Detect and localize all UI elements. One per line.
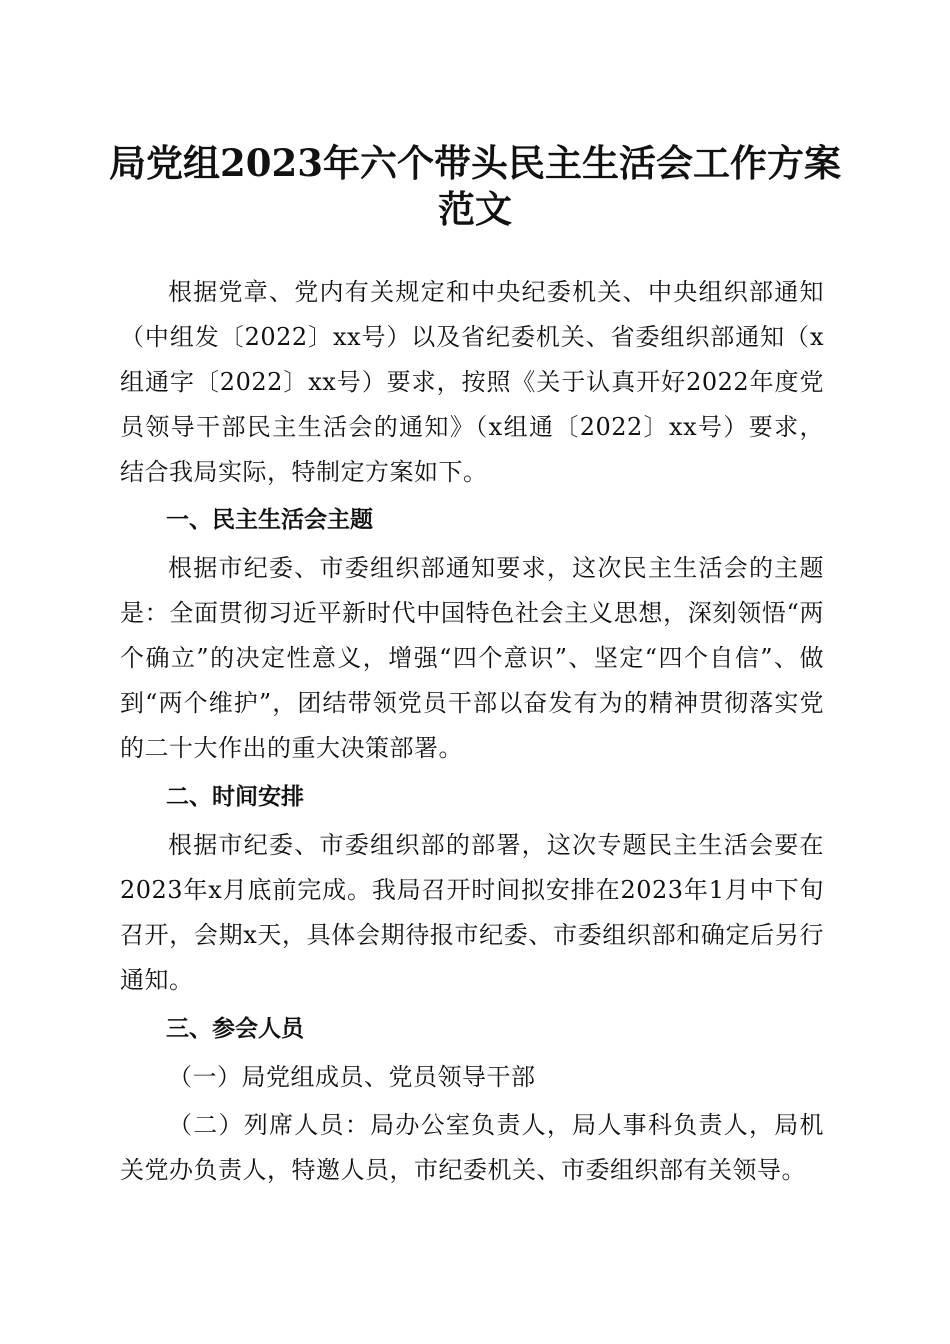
section-heading-schedule: 二、时间安排 [166, 784, 304, 810]
document-title-line-1: 局党组2023年六个带头民主生活会工作方案 [109, 141, 841, 185]
document-body [120, 270, 824, 1193]
section-paragraph-schedule: 根据市纪委、市委组织部的部署，这次专题民主生活会要在2023年x月底前完成。我局召开时间拟安排在2023年1月中下旬召开，会期x天，具体会期待报市纪委、市委组织部和确定后另行通知。 [120, 831, 824, 994]
intro-paragraph: 根据党章、党内有关规定和中央纪委机关、中央组织部通知（中组发〔2022〕xx号）以及省纪委机关、省委组织部通知（x组通字〔2022〕xx号）要求，按照《关于认真开好2022年度党员领导干部民主生活会的通知》（x组通〔2022〕xx号）要求，结合我局实际，特制定方案如下。 [120, 278, 824, 486]
section-paragraph-theme: 根据市纪委、市委组织部通知要求，这次民主生活会的主题是：全面贯彻习近平新时代中国特色社会主义思想，深刻领悟“两个确立”的决定性意义，增强“四个意识”、坚定“四个自信”、做到“两个维护”，团结带领党员干部以奋发有为的精神贯彻落实党的二十大作出的重大决策部署。 [120, 554, 824, 762]
attendees-item-2: （二）列席人员：局办公室负责人，局人事科负责人，局机关党办负责人，特邀人员，市纪委机关、市委组织部有关领导。 [120, 1111, 824, 1184]
document-title-line-2: 范文 [438, 187, 512, 231]
attendees-item-1: （一）局党组成员、党员领导干部 [168, 1063, 536, 1091]
section-heading-attendees: 三、参会人员 [166, 1016, 304, 1042]
section-heading-theme: 一、民主生活会主题 [166, 507, 373, 533]
